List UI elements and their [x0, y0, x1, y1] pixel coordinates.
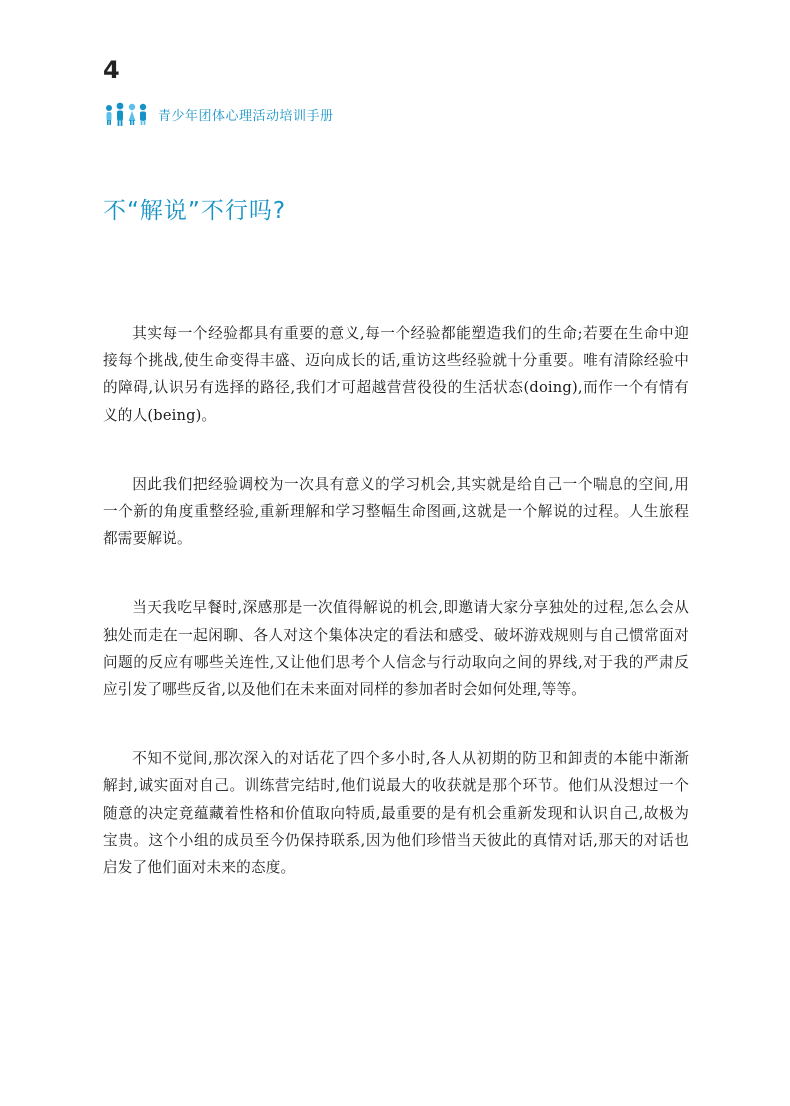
paragraph: 不知不觉间,那次深入的对话花了四个多小时,各人从初期的防卫和卸责的本能中渐渐解封,诚实面对自己。训练营完结时,他们说最大的收获就是那个环节。他们从没想过一个随意的决定竟蕴藏着性格和价值取向特质,最重要的是有机会重新发现和认识自己,故极为宝贵。这个小组的成员至今仍保持联系,因为他们珍惜当天彼此的真情对话,那天的对话也启发了他们面对未来的态度。 [103, 750, 689, 877]
running-header [104, 100, 334, 128]
body-text [103, 320, 689, 923]
section-title: 不“解说”不行吗? [103, 198, 287, 224]
paragraph: 当天我吃早餐时,深感那是一次值得解说的机会,即邀请大家分享独处的过程,怎么会从独处而走在一起闲聊、各人对这个集体决定的看法和感受、破坏游戏规则与自己惯常面对问题的反应有哪些关连性,又让他们思考个人信念与行动取向之间的界线,对于我的严肃反应引发了哪些反省,以及他们在未来面对同样的参加者时会如何处理,等等。 [103, 599, 689, 699]
page-number: 4 [103, 56, 120, 84]
paragraph: 其实每一个经验都具有重要的意义,每一个经验都能塑造我们的生命;若要在生命中迎接每个挑战,使生命变得丰盛、迈向成长的话,重访这些经验就十分重要。唯有清除经验中的障碍,认识另有选择的路径,我们才可超越营营役役的生活状态(doing),而作一个有情有义的人(being)。 [103, 325, 689, 424]
people-group-icon [104, 101, 148, 127]
paragraph: 因此我们把经验调校为一次具有意义的学习机会,其实就是给自己一个喘息的空间,用一个新的角度重整经验,重新理解和学习整幅生命图画,这就是一个解说的过程。人生旅程都需要解说。 [103, 475, 689, 548]
book-title: 青少年团体心理活动培训手册 [158, 108, 334, 124]
